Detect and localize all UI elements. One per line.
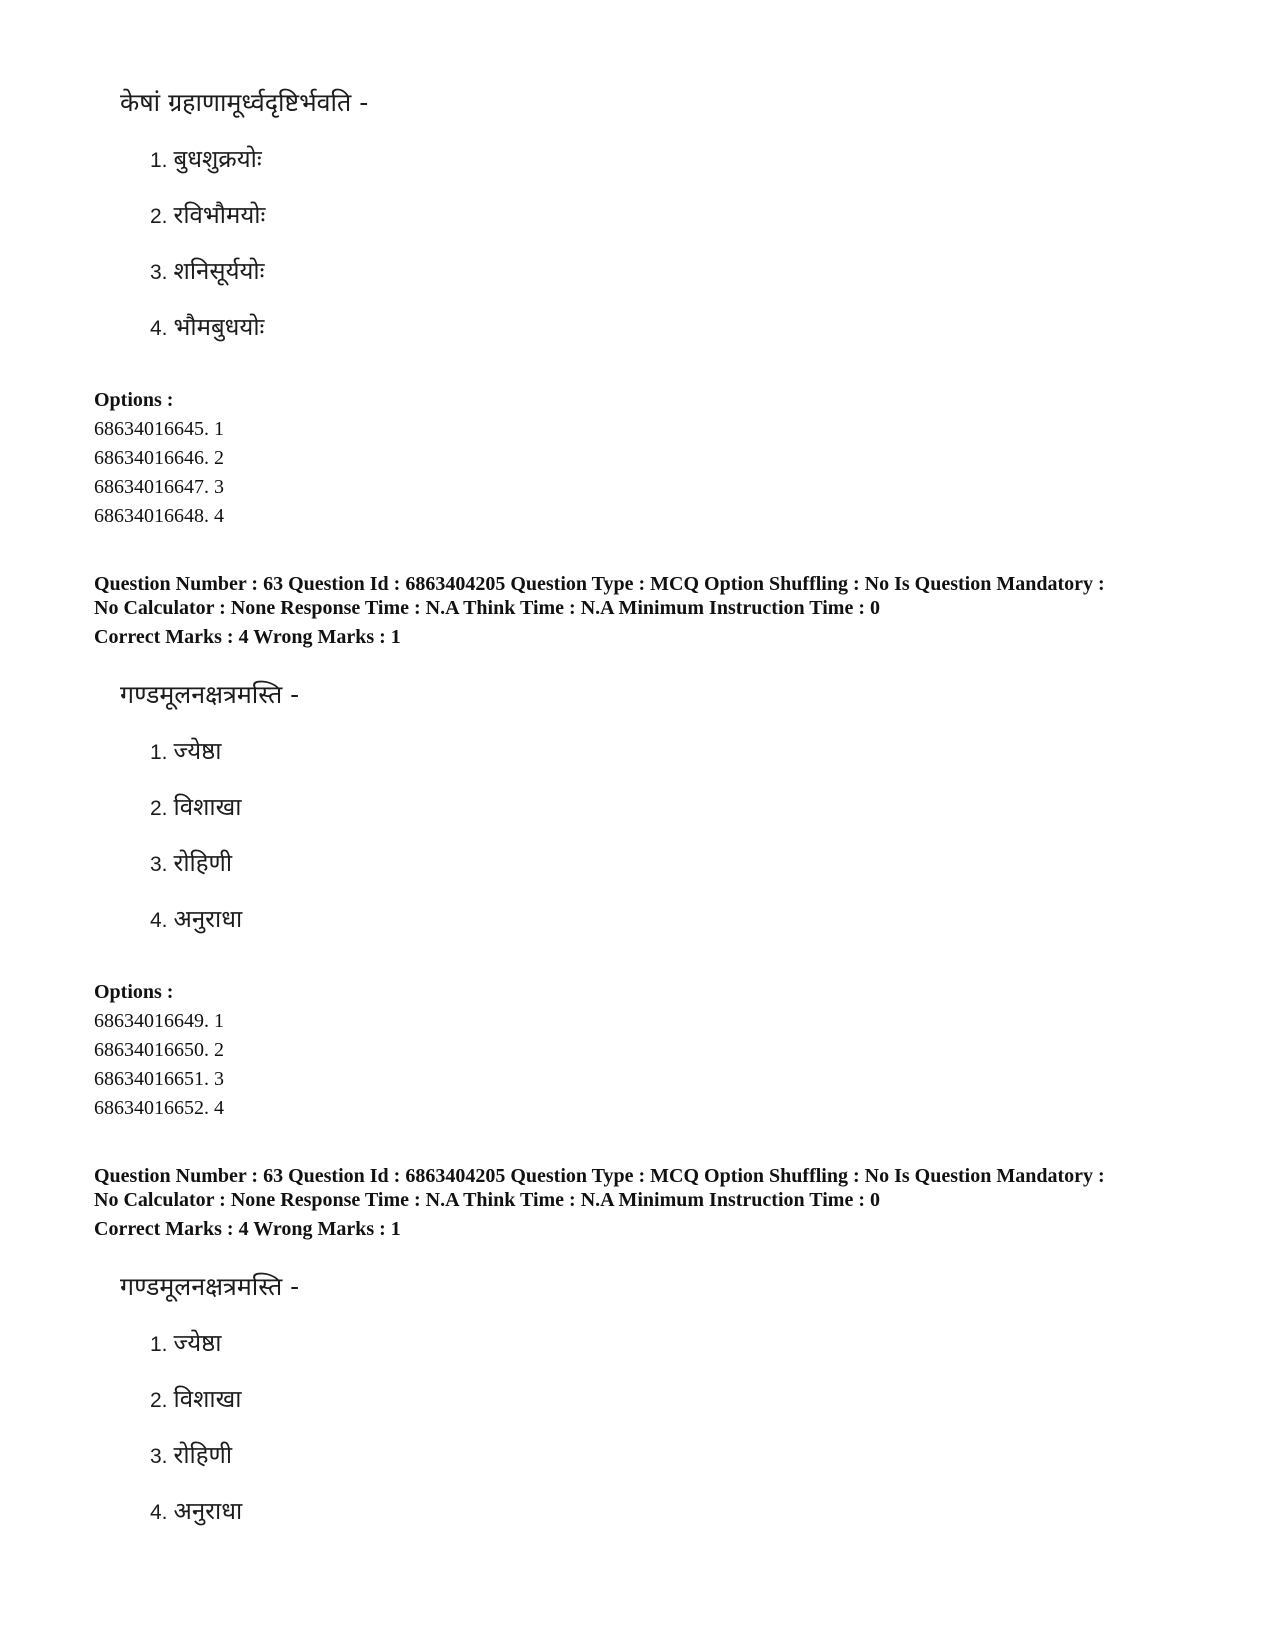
question-choice-2: [150, 198, 265, 234]
choice-number: 3.: [150, 853, 168, 876]
choice-text: रोहिणी: [173, 849, 233, 877]
choice-number: 1.: [150, 149, 168, 172]
option-id-4: 68634016652. 4: [94, 1097, 224, 1119]
question-choice-3: [150, 254, 265, 290]
question-choice-3: [150, 1438, 232, 1474]
choice-number: 4.: [150, 317, 168, 340]
choice-number: 1.: [150, 741, 168, 764]
choice-number: 1.: [150, 1333, 168, 1356]
marks-line: Correct Marks : 4 Wrong Marks : 1: [94, 1218, 401, 1240]
question-metadata: [94, 1164, 1214, 1212]
option-id-1: 68634016649. 1: [94, 1010, 224, 1032]
question-choice-4: [150, 902, 242, 938]
question-text: गण्डमूलनक्षत्रमस्ति -: [120, 1272, 300, 1301]
choice-text: ज्येष्ठा: [173, 1329, 222, 1357]
option-id-3: 68634016647. 3: [94, 476, 224, 498]
question-metadata: [94, 572, 1214, 620]
option-id-3: 68634016651. 3: [94, 1068, 224, 1090]
choice-number: 4.: [150, 909, 168, 932]
option-id-4: 68634016648. 4: [94, 505, 224, 527]
options-label: Options :: [94, 981, 174, 1003]
choice-text: विशाखा: [173, 1385, 242, 1413]
question-text: गण्डमूलनक्षत्रमस्ति -: [120, 680, 300, 709]
choice-text: ज्येष्ठा: [173, 737, 222, 765]
metadata-line-1: Question Number : 63 Question Id : 6863404205 Question Type : MCQ Option Shuffling : No Is Question Mandatory :: [94, 1165, 1105, 1187]
choice-text: रविभौमयोः: [173, 201, 266, 229]
choice-text: शनिसूर्ययोः: [173, 257, 265, 285]
question-choice-2: [150, 790, 241, 826]
question-choice-1: [150, 1326, 222, 1362]
choice-text: अनुराधा: [173, 1497, 243, 1525]
options-label: Options :: [94, 389, 174, 411]
question-choice-1: [150, 734, 222, 770]
question-choice-2: [150, 1382, 241, 1418]
option-id-2: 68634016650. 2: [94, 1039, 224, 1061]
question-choice-4: [150, 310, 264, 346]
metadata-line-2: No Calculator : None Response Time : N.A Think Time : N.A Minimum Instruction Time : 0: [94, 1189, 880, 1211]
choice-text: विशाखा: [173, 793, 242, 821]
choice-text: अनुराधा: [173, 905, 243, 933]
option-id-2: 68634016646. 2: [94, 447, 224, 469]
choice-number: 2.: [150, 1389, 168, 1412]
choice-text: बुधशुक्रयोः: [173, 145, 262, 173]
choice-number: 2.: [150, 797, 168, 820]
choice-number: 2.: [150, 205, 168, 228]
metadata-line-2: No Calculator : None Response Time : N.A Think Time : N.A Minimum Instruction Time : 0: [94, 597, 880, 619]
choice-number: 3.: [150, 1445, 168, 1468]
question-choice-3: [150, 846, 232, 882]
option-id-1: 68634016645. 1: [94, 418, 224, 440]
choice-text: रोहिणी: [173, 1441, 233, 1469]
question-text: केषां ग्रहाणामूर्ध्वदृष्टिर्भवति -: [120, 88, 369, 117]
metadata-line-1: Question Number : 63 Question Id : 6863404205 Question Type : MCQ Option Shuffling : No Is Question Mandatory :: [94, 573, 1105, 595]
choice-text: भौमबुधयोः: [173, 313, 265, 341]
marks-line: Correct Marks : 4 Wrong Marks : 1: [94, 626, 401, 648]
choice-number: 3.: [150, 261, 168, 284]
question-choice-4: [150, 1494, 242, 1530]
choice-number: 4.: [150, 1501, 168, 1524]
question-choice-1: [150, 142, 262, 178]
